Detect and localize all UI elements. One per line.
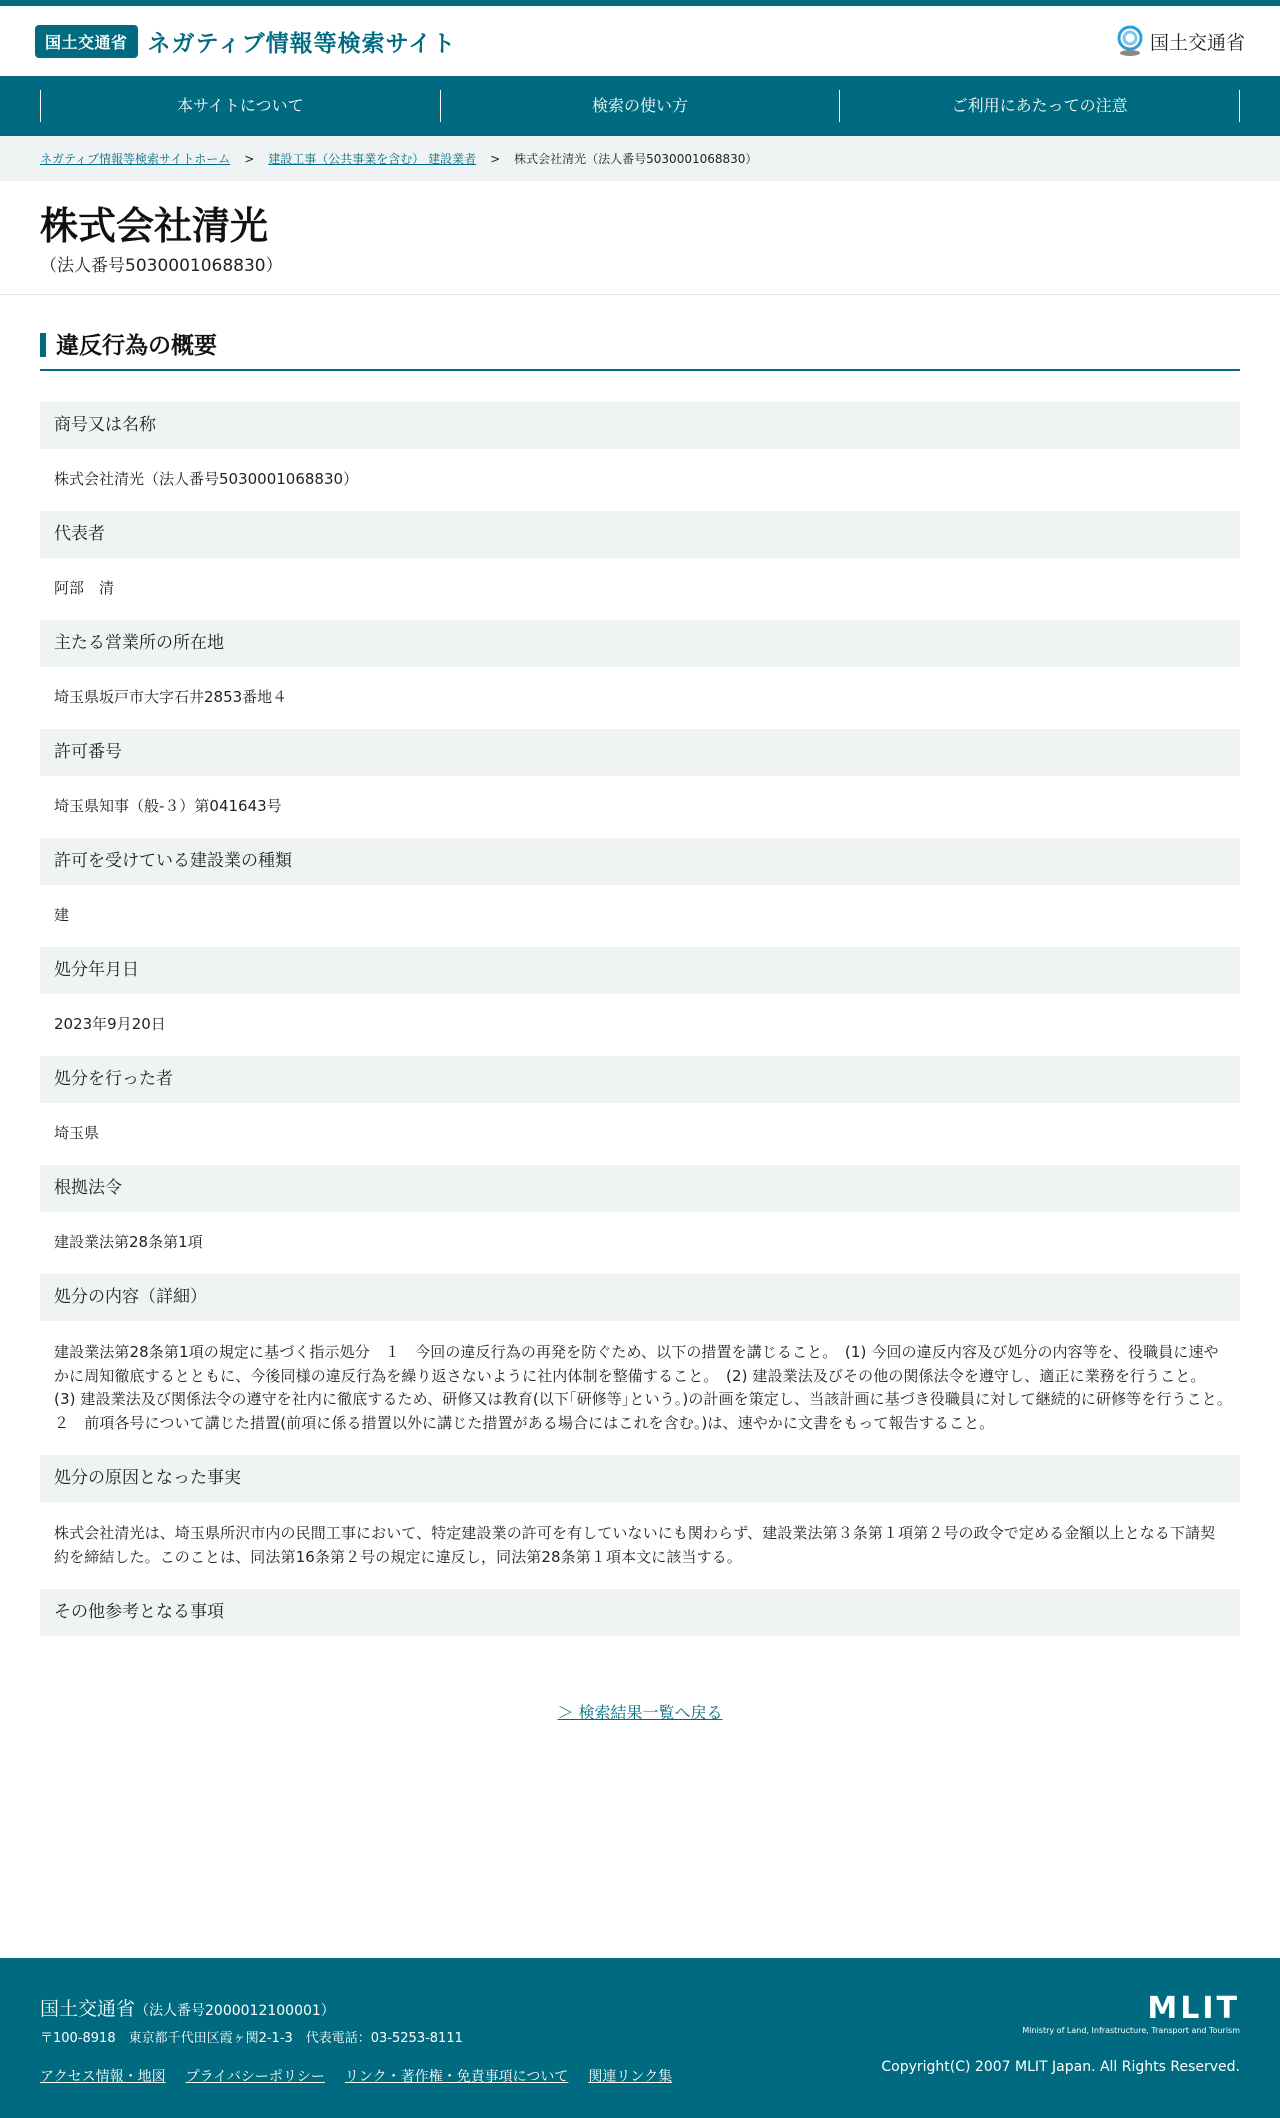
field-label: 処分の内容（詳細） <box>40 1274 1240 1321</box>
field-disposition-date <box>40 947 1240 1056</box>
field-label: 処分を行った者 <box>40 1056 1240 1103</box>
breadcrumb <box>0 136 1280 181</box>
nav-item-how-to-search[interactable]: 検索の使い方 <box>440 90 840 122</box>
mlit-tagline: Ministry of Land, Infrastructure, Transport and Tourism <box>1022 2026 1240 2035</box>
field-label: 許可番号 <box>40 729 1240 776</box>
nav-item-notes[interactable]: ご利用にあたっての注意 <box>839 90 1240 122</box>
field-label: その他参考となる事項 <box>40 1589 1240 1636</box>
footer-link-access[interactable]: アクセス情報・地図 <box>40 2069 166 2085</box>
page-title: 株式会社清光 <box>40 203 269 248</box>
field-legal-basis <box>40 1165 1240 1274</box>
field-value: 建設業法第28条第1項の規定に基づく指示処分 １ 今回の違反行為の再発を防ぐため、以下の措置を講じること。 (1) 今回の違反内容及び処分の内容等を、役職員に速やかに周知徹底するとともに、今後同様の違反行為を繰り返さないように社内体制を整備すること。 (2) 建設業法及びその他の関係法令を遵守し、適正に業務を行うこと。 (3) 建設業法及び関係法令の遵守を社内に徹底するため、研修又は教育(以下｢研修等｣という。)の計画を策定し、当該計画に基づき役職員に対して継続的に研修等を行うこと。 ２ 前項各号について講じた措置(前項に係る措置以外に講じた措置がある場合にはこれを含む。)は、速やかに文書をもって報告すること。 <box>54 1343 1240 1432</box>
main-content <box>0 295 1280 1723</box>
breadcrumb-separator: > <box>244 151 255 166</box>
footer-link-privacy[interactable]: プライバシーポリシー <box>185 2069 325 2085</box>
footer-links <box>40 2066 672 2086</box>
field-value: 埼玉県 <box>54 1124 100 1142</box>
breadcrumb-home-link[interactable]: ネガティブ情報等検索サイトホーム <box>40 152 231 166</box>
ministry-logo-text: 国土交通省 <box>1149 31 1245 54</box>
copyright: Copyright(C) 2007 MLIT Japan. All Rights Reserved. <box>881 2059 1240 2075</box>
field-label: 商号又は名称 <box>40 402 1240 449</box>
back-to-results-link[interactable]: ＞ 検索結果一覧へ戻る <box>557 1703 723 1722</box>
footer-address: 〒100-8918 東京都千代田区霞ヶ関2-1-3 代表電話：03-5253-8111 <box>40 2031 463 2046</box>
breadcrumb-separator: > <box>490 151 501 166</box>
ministry-emblem-icon <box>1116 25 1144 57</box>
footer-org-label: 国土交通省 <box>40 1998 136 2020</box>
company-title-block <box>0 181 1280 295</box>
field-disposing-authority <box>40 1056 1240 1165</box>
field-label: 代表者 <box>40 511 1240 558</box>
field-business-type <box>40 838 1240 947</box>
field-value: 埼玉県知事（般-３）第041643号 <box>54 797 282 815</box>
field-representative <box>40 511 1240 620</box>
field-value: 埼玉県坂戸市大字石井2853番地４ <box>54 688 288 706</box>
site-brand[interactable] <box>35 25 456 58</box>
field-office-address <box>40 620 1240 729</box>
field-value: 阿部 清 <box>54 579 115 597</box>
mlit-logo[interactable]: MLIT <box>1147 1991 1240 2026</box>
field-label: 主たる営業所の所在地 <box>40 620 1240 667</box>
field-label: 根拠法令 <box>40 1165 1240 1212</box>
ministry-badge: 国土交通省 <box>35 25 138 58</box>
field-value: 建 <box>54 906 70 924</box>
main-nav <box>0 76 1280 136</box>
field-label: 許可を受けている建設業の種類 <box>40 838 1240 885</box>
footer-link-copyright[interactable]: リンク・著作権・免責事項について <box>344 2069 569 2085</box>
field-label: 処分年月日 <box>40 947 1240 994</box>
field-value: 株式会社清光（法人番号5030001068830） <box>54 470 359 488</box>
field-cause-facts <box>40 1455 1240 1589</box>
field-value: 株式会社清光は、埼玉県所沢市内の民間工事において、特定建設業の許可を有していないにも関わらず、建設業法第３条第１項第２号の政令で定める金額以上となる下請契約を締結した。このことは、同法第16条第２号の規定に違反し，同法第28条第１項本文に該当する。 <box>54 1524 1216 1566</box>
site-title: ネガティブ情報等検索サイト <box>147 30 457 57</box>
footer-org-name <box>40 1994 672 2021</box>
field-other-notes <box>40 1589 1240 1636</box>
field-license-number <box>40 729 1240 838</box>
field-value: 建設業法第28条第1項 <box>54 1233 203 1251</box>
footer-brand <box>881 1991 1240 2075</box>
breadcrumb-category-link[interactable]: 建設工事（公共事業を含む） 建設業者 <box>268 152 477 166</box>
site-footer <box>0 1958 1280 2118</box>
back-link-container <box>40 1700 1240 1723</box>
field-label: 処分の原因となった事実 <box>40 1455 1240 1502</box>
site-header <box>0 6 1280 76</box>
field-value: 2023年9月20日 <box>54 1015 166 1033</box>
field-disposition-details <box>40 1274 1240 1455</box>
footer-link-related[interactable]: 関連リンク集 <box>588 2069 673 2085</box>
nav-item-about[interactable]: 本サイトについて <box>40 90 440 122</box>
breadcrumb-current: 株式会社清光（法人番号5030001068830） <box>514 152 758 166</box>
section-heading: 違反行為の概要 <box>40 331 1240 371</box>
footer-org-number: （法人番号2000012100001） <box>135 2003 335 2019</box>
corporate-number: （法人番号5030001068830） <box>40 256 283 276</box>
field-trade-name <box>40 402 1240 511</box>
footer-info <box>40 1994 672 2086</box>
ministry-logo[interactable] <box>1116 25 1245 57</box>
